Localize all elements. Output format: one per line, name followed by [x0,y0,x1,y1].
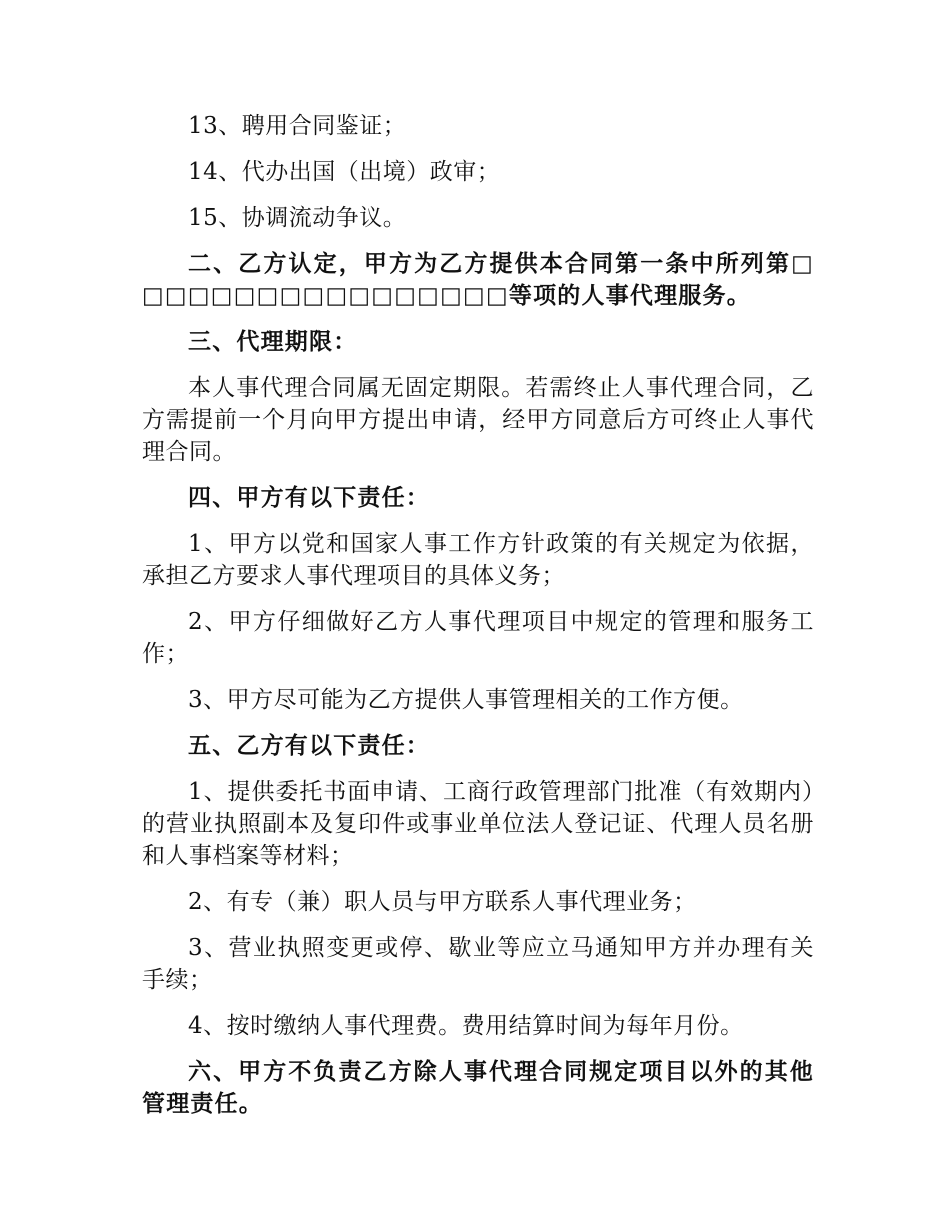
document-body [142,110,814,1120]
term-paragraph: 本人事代理合同属无固定期限。若需终止人事代理合同，乙方需提前一个月向甲方提出申请，经甲方同意后方可终止人事代理合同。 [142,375,814,465]
party-b-duty-4: 4、按时缴纳人事代理费。费用结算时间为每年月份。 [188,1013,744,1039]
paragraph-item-15: 15、协调流动争议。 [188,205,407,231]
party-a-duty-2: 2、甲方仔细做好乙方人事代理项目中规定的管理和服务工作； [142,609,814,667]
section-heading-2: 二、乙方认定，甲方为乙方提供本合同第一条中所列第□□□□□□□□□□□□□□□□□等项的人事代理服务。 [142,251,814,309]
paragraph-item-14: 14、代办出国（出境）政审； [188,159,501,185]
section-heading-3: 三、代理期限： [188,329,358,355]
section-heading-4: 四、甲方有以下责任： [188,485,430,511]
section-heading-5: 五、乙方有以下责任： [188,733,430,759]
party-b-duty-1: 1、提供委托书面申请、工商行政管理部门批准（有效期内）的营业执照副本及复印件或事业单位法人登记证、代理人员名册和人事档案等材料； [142,779,814,869]
section-heading-6: 六、甲方不负责乙方除人事代理合同规定项目以外的其他管理责任。 [142,1059,814,1117]
party-a-duty-3: 3、甲方尽可能为乙方提供人事管理相关的工作方便。 [188,687,744,713]
paragraph-item-13: 13、聘用合同鉴证； [188,113,407,139]
party-b-duty-3: 3、营业执照变更或停、歇业等应立马通知甲方并办理有关手续； [142,935,814,993]
party-b-duty-2: 2、有专（兼）职人员与甲方联系人事代理业务； [188,889,697,915]
party-a-duty-1: 1、甲方以党和国家人事工作方针政策的有关规定为依据，承担乙方要求人事代理项目的具体义务； [142,531,814,589]
